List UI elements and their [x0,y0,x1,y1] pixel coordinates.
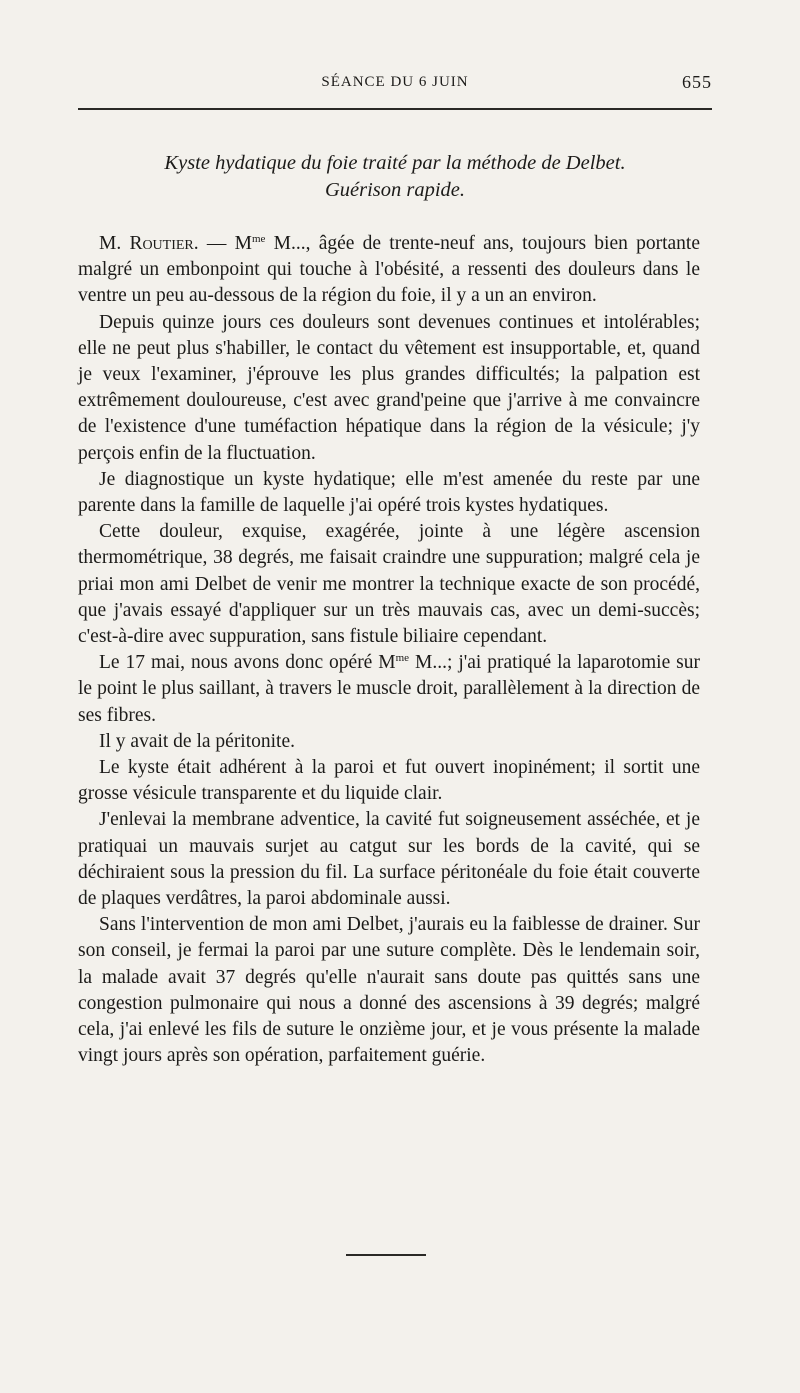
paragraph-2: Depuis quinze jours ces douleurs sont devenues continues et intolérables; elle ne peut plus s'habiller, le contact du vêtement est insupportable, et, quand je veux l'examiner, j'éprouve les plus grandes difficultés; la palpation est extrêmement douloureuse, c'est avec grand'peine que j'arrive à me convaincre de l'existence d'une tuméfaction hépatique dans la région de la vésicule; j'y perçois enfin de la fluctuation. [78,311,700,464]
honorific-sup: me [251,233,266,245]
paragraph-3: Je diagnostique un kyste hydatique; elle m'est amenée du reste par une parente dans la famille de laquelle j'ai opéré trois kystes hydatiques. [78,468,700,517]
paragraph-1-text: M..., âgée de trente-neuf ans, toujours bien portante malgré un embonpoint qui touche à l'obésité, a ressenti des douleurs dans le ventre un peu au-dessous de la région du foie, il y a un an environ. [78,233,701,307]
page-number: 655 [682,72,712,92]
paragraph-5-after: M...; j'ai pratiqué la laparotomie sur le point le plus saillant, à travers le muscle droit, parallèlement à la direction de ses fibres. [78,652,701,726]
article-body [78,231,700,1070]
article-title [78,150,712,204]
page-header [78,72,712,96]
paragraph-8: J'enlevai la membrane adventice, la cavité fut soigneusement asséchée, et je pratiquai un mauvais surjet au catgut sur les bords de la cavité, qui se déchiraient sous la pression du fil. La surface péritonéale du foie était couverte de plaques verdâtres, la paroi abdominale aussi. [78,809,700,910]
end-rule [346,1254,426,1256]
paragraph-5 [78,650,700,729]
paragraph-1 [78,231,700,310]
dash: — [198,233,235,254]
paragraph-9: Sans l'intervention de mon ami Delbet, j'aurais eu la faiblesse de drainer. Sur son conseil, je fermai la paroi par une suture complète. Dès le lendemain soir, la malade avait 37 degrés qu'elle n'aurait sans doute pas quittés sans une congestion pulmonaire qui nous a donné des ascensions à 39 degrés; malgré cela, j'ai enlevé les fils de suture le onzième jour, et je vous présente la malade vingt jours après son opération, parfaitement guérie. [78,914,700,1067]
running-title: SÉANCE DU 6 JUIN [321,74,469,90]
title-line-1: Kyste hydatique du foie traité par la méthode de Delbet. [164,152,626,174]
paragraph-5-before: Le 17 mai, nous avons donc opéré M [99,652,396,674]
speaker-name: M. Routier. [99,233,199,254]
header-rule [78,108,712,110]
paragraph-4: Cette douleur, exquise, exagérée, jointe à une légère ascension thermométrique, 38 degrés, me faisait craindre une suppuration; malgré cela je priai mon ami Delbet de venir me montrer la technique exacte de son procédé, que j'avais essayé d'appliquer sur un très mauvais cas, avec un demi-succès; c'est-à-dire avec suppuration, sans fistule biliaire cependant. [78,521,700,648]
paragraph-5-sup: me [395,652,410,665]
honorific: M [234,233,252,254]
title-line-2: Guérison rapide. [324,179,466,201]
paragraph-6: Il y avait de la péritonite. [99,730,296,752]
paragraph-7: Le kyste était adhérent à la paroi et fut ouvert inopinément; il sortit une grosse vésicule transparente et du liquide clair. [78,757,700,805]
